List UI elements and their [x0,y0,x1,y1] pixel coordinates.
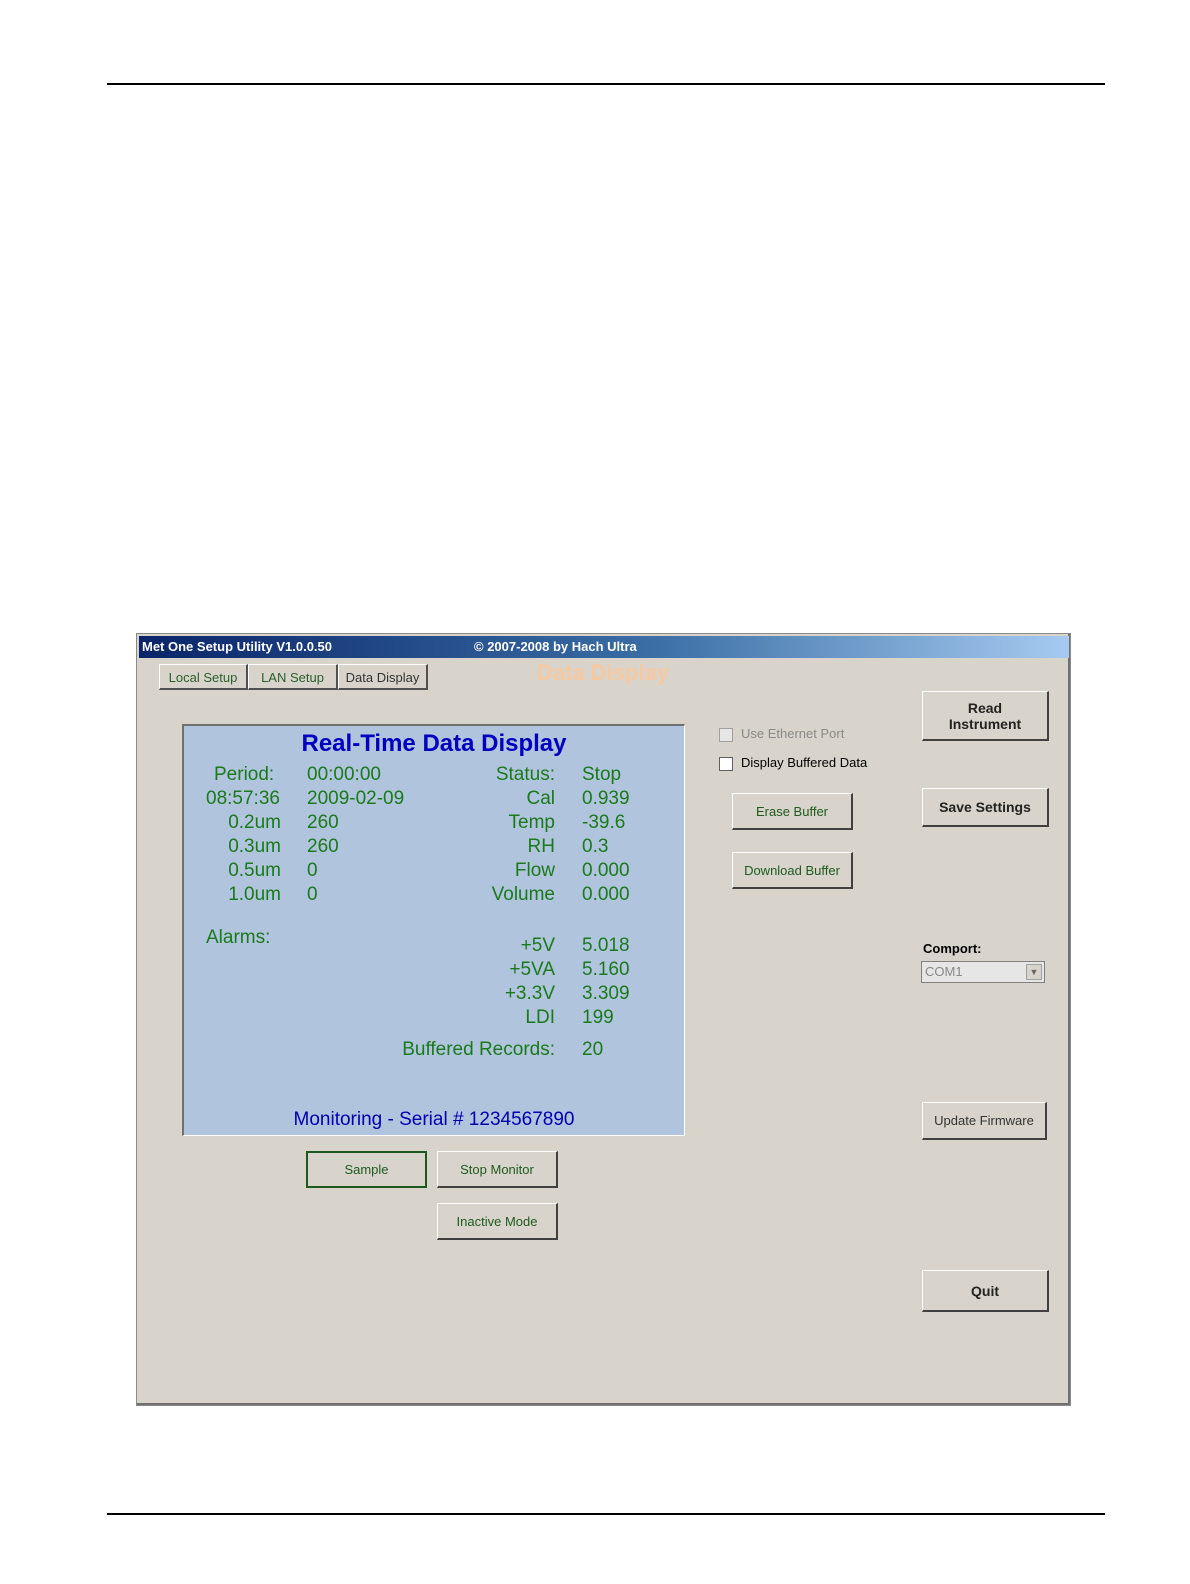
page-title: Data Display [537,660,670,685]
voltage-value: 3.309 [582,983,630,1004]
chevron-down-icon[interactable]: ▼ [1026,964,1042,980]
voltage-label: +5V [520,935,555,956]
display-buffered-label: Display Buffered Data [741,755,868,770]
panel-title: Real-Time Data Display [301,730,567,757]
download-buffer-button[interactable]: Download Buffer [732,852,853,889]
size-count: 260 [307,812,339,833]
current-time: 08:57:36 [206,788,280,809]
use-ethernet-label: Use Ethernet Port [741,726,845,741]
status-value: Stop [582,764,622,785]
use-ethernet-checkbox[interactable] [719,726,844,742]
buffered-records-label: Buffered Records: [402,1039,555,1060]
display-buffered-checkbox[interactable] [719,755,867,771]
period-value: 00:00:00 [307,764,381,785]
update-firmware-button[interactable]: Update Firmware [922,1102,1047,1140]
erase-buffer-button[interactable]: Erase Buffer [732,793,853,830]
sample-button[interactable]: Sample [306,1151,427,1188]
title-bar [139,636,1069,658]
tab-data-display[interactable]: Data Display [338,664,428,690]
stop-monitor-button[interactable]: Stop Monitor [437,1151,558,1188]
size-label: 0.2um [228,812,281,833]
status-label: Volume [491,884,555,905]
current-date: 2009-02-09 [307,788,405,809]
status-value: -39.6 [582,812,626,833]
read-instrument-label-2: Instrument [948,715,1022,732]
read-instrument-label-1: Read [967,699,1003,716]
comport-label: Comport: [923,941,982,956]
inactive-mode-button[interactable]: Inactive Mode [437,1203,558,1240]
bottom-rule [107,1513,1105,1515]
status-label: Status: [495,764,555,785]
buffered-records-value: 20 [582,1039,604,1060]
quit-button[interactable]: Quit [922,1270,1049,1312]
top-rule [107,83,1105,85]
save-settings-button[interactable]: Save Settings [922,788,1049,827]
checkbox-box [719,757,733,771]
voltage-value: 199 [582,1007,614,1028]
alarms-label: Alarms: [206,927,271,948]
copyright-text: © 2007-2008 by Hach Ultra [474,639,637,654]
status-label: RH [527,836,555,857]
size-label: 1.0um [228,884,281,905]
status-value: 0.000 [582,884,630,905]
voltage-label: +3.3V [504,983,555,1004]
read-instrument-button[interactable] [922,691,1049,741]
size-label: 0.5um [228,860,281,881]
status-label: Temp [508,812,555,833]
window-title: Met One Setup Utility V1.0.0.50 [142,639,332,654]
voltage-value: 5.018 [582,935,630,956]
voltage-label: +5VA [509,959,555,980]
status-value: 0.939 [582,788,630,809]
size-count: 260 [307,836,339,857]
status-value: 0.000 [582,860,630,881]
size-label: 0.3um [228,836,281,857]
status-label: Cal [526,788,555,809]
tab-local-setup[interactable]: Local Setup [159,664,248,690]
period-label: Period: [214,764,275,785]
tab-lan-setup[interactable]: LAN Setup [248,664,338,690]
comport-value: COM1 [925,964,963,979]
status-value: 0.3 [582,836,609,857]
checkbox-box [719,728,733,742]
monitoring-serial-line: Monitoring - Serial # 1234567890 [293,1109,575,1130]
real-time-data-panel [182,724,685,1136]
application-window [136,633,1071,1406]
voltage-label: LDI [525,1007,555,1028]
status-label: Flow [514,860,555,881]
size-count: 0 [307,860,318,881]
voltage-value: 5.160 [582,959,630,980]
size-count: 0 [307,884,318,905]
comport-select[interactable] [921,961,1045,983]
